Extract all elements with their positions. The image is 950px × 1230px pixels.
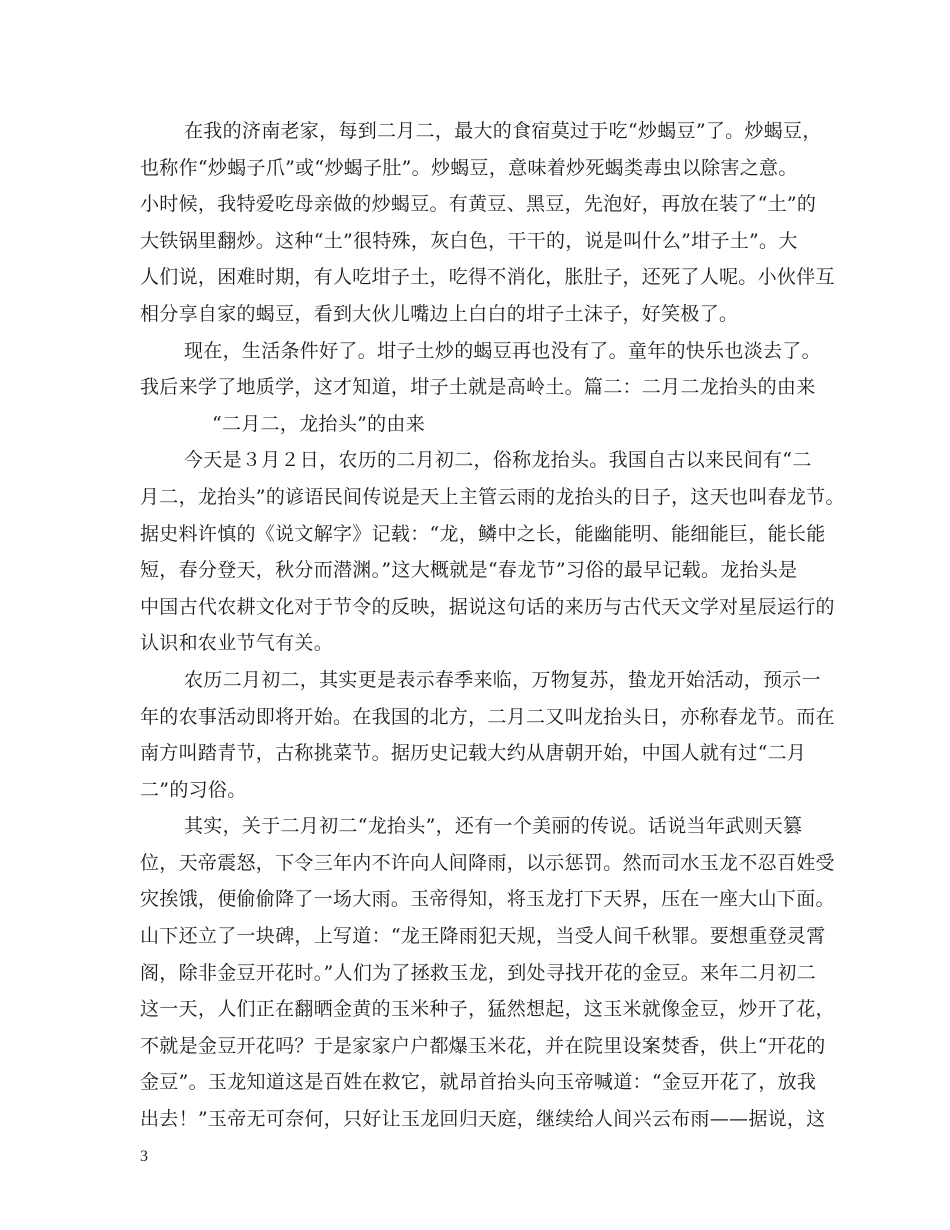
body-text xyxy=(140,113,845,1138)
text-line: 阁，除非金豆开花时。”人们为了拯救玉龙，到处寻找开花的金豆。来年二月初二 xyxy=(140,961,817,984)
text-line: 相分享自家的蝎豆，看到大伙儿嘴边上白白的坩子土沫子，好笑极了。 xyxy=(140,302,739,325)
text-line: 小时候，我特爱吃母亲做的炒蝎豆。有黄豆、黑豆，先泡好，再放在装了“土”的 xyxy=(140,193,817,216)
text-line: 认识和农业节气有关。 xyxy=(140,632,334,655)
text-line: 大铁锅里翻炒。这种“土”很特殊，灰白色，干干的，说是叫什么”坩子土”。大 xyxy=(140,229,798,252)
text-line: 中国古代农耕文化对于节令的反映，据说这句话的来历与古代天文学对星辰运行的 xyxy=(140,595,835,618)
text-line: 月二，龙抬头”的谚语民间传说是天上主管云雨的龙抬头的日子，这天也叫春龙节。 xyxy=(140,485,845,508)
text-line: 据史料许慎的《说文解字》记载：“龙，鳞中之长，能幽能明、能细能巨，能长能 xyxy=(140,522,826,545)
text-line: 农历二月初二，其实更是表示春季来临，万物复苏，蛰龙开始活动，预示一 xyxy=(184,668,821,691)
text-line: 在我的济南老家，每到二月二，最大的食宿莫过于吃“炒蝎豆”了。炒蝎豆， xyxy=(184,120,822,142)
text-line: 今天是３月２日，农历的二月初二，俗称龙抬头。我国自古以来民间有“二 xyxy=(184,449,812,472)
text-line: 这一天，人们正在翻晒金黄的玉米种子，猛然想起，这玉米就像金豆，炒开了花， xyxy=(140,998,835,1021)
text-line: 南方叫踏青节，古称挑菜节。据历史记载大约从唐朝开始，中国人就有过“二月 xyxy=(140,742,807,765)
text-line: 位，天帝震怒，下令三年内不许向人间降雨，以示惩罚。然而司水玉龙不忍百姓受 xyxy=(140,851,835,874)
text-line: 现在，生活条件好了。坩子土炒的蝎豆再也没有了。童年的快乐也淡去了。 xyxy=(184,339,821,362)
text-line: 人们说，困难时期，有人吃坩子土，吃得不消化，胀肚子，还死了人呢。小伙伴互 xyxy=(140,266,835,289)
text-line: 灾挨饿，便偷偷降了一场大雨。玉帝得知，将玉龙打下天界，压在一座大山下面。 xyxy=(140,888,835,911)
text-line: 短，春分登天，秋分而潜渊。”这大概就是“春龙节”习俗的最早记载。龙抬头是 xyxy=(140,559,798,582)
text-line: 二”的习俗。 xyxy=(140,778,247,801)
page-number: 3 xyxy=(140,1148,148,1165)
text-line: 出去！”玉帝无可奈何，只好让玉龙回归天庭，继续给人间兴云布雨——据说，这 xyxy=(140,1108,826,1131)
section-title: “二月二，龙抬头”的由来 xyxy=(212,412,426,435)
text-line: 我后来学了地质学，这才知道，坩子土就是高岭土。篇二：二月二龙抬头的由来 xyxy=(140,376,816,399)
text-line: 年的农事活动即将开始。在我国的北方，二月二又叫龙抬头日，亦称春龙节。而在 xyxy=(140,705,835,728)
text-line: 金豆”。玉龙知道这是百姓在救它，就昂首抬头向玉帝喊道：“金豆开花了，放我 xyxy=(140,1071,817,1094)
text-line: 也称作“炒蝎子爪”或“炒蝎子肚”。炒蝎豆，意味着炒死蝎类毒虫以除害之意。 xyxy=(140,156,798,179)
text-line: 不就是金豆开花吗？于是家家户户都爆玉米花，并在院里设案焚香，供上“开花的 xyxy=(140,1034,826,1057)
text-line: 山下还立了一块碑，上写道：“龙王降雨犯天规，当受人间千秋罪。要想重登灵霄 xyxy=(140,925,826,948)
text-line: 其实，关于二月初二“龙抬头”，还有一个美丽的传说。话说当年武则天篡 xyxy=(184,815,803,838)
